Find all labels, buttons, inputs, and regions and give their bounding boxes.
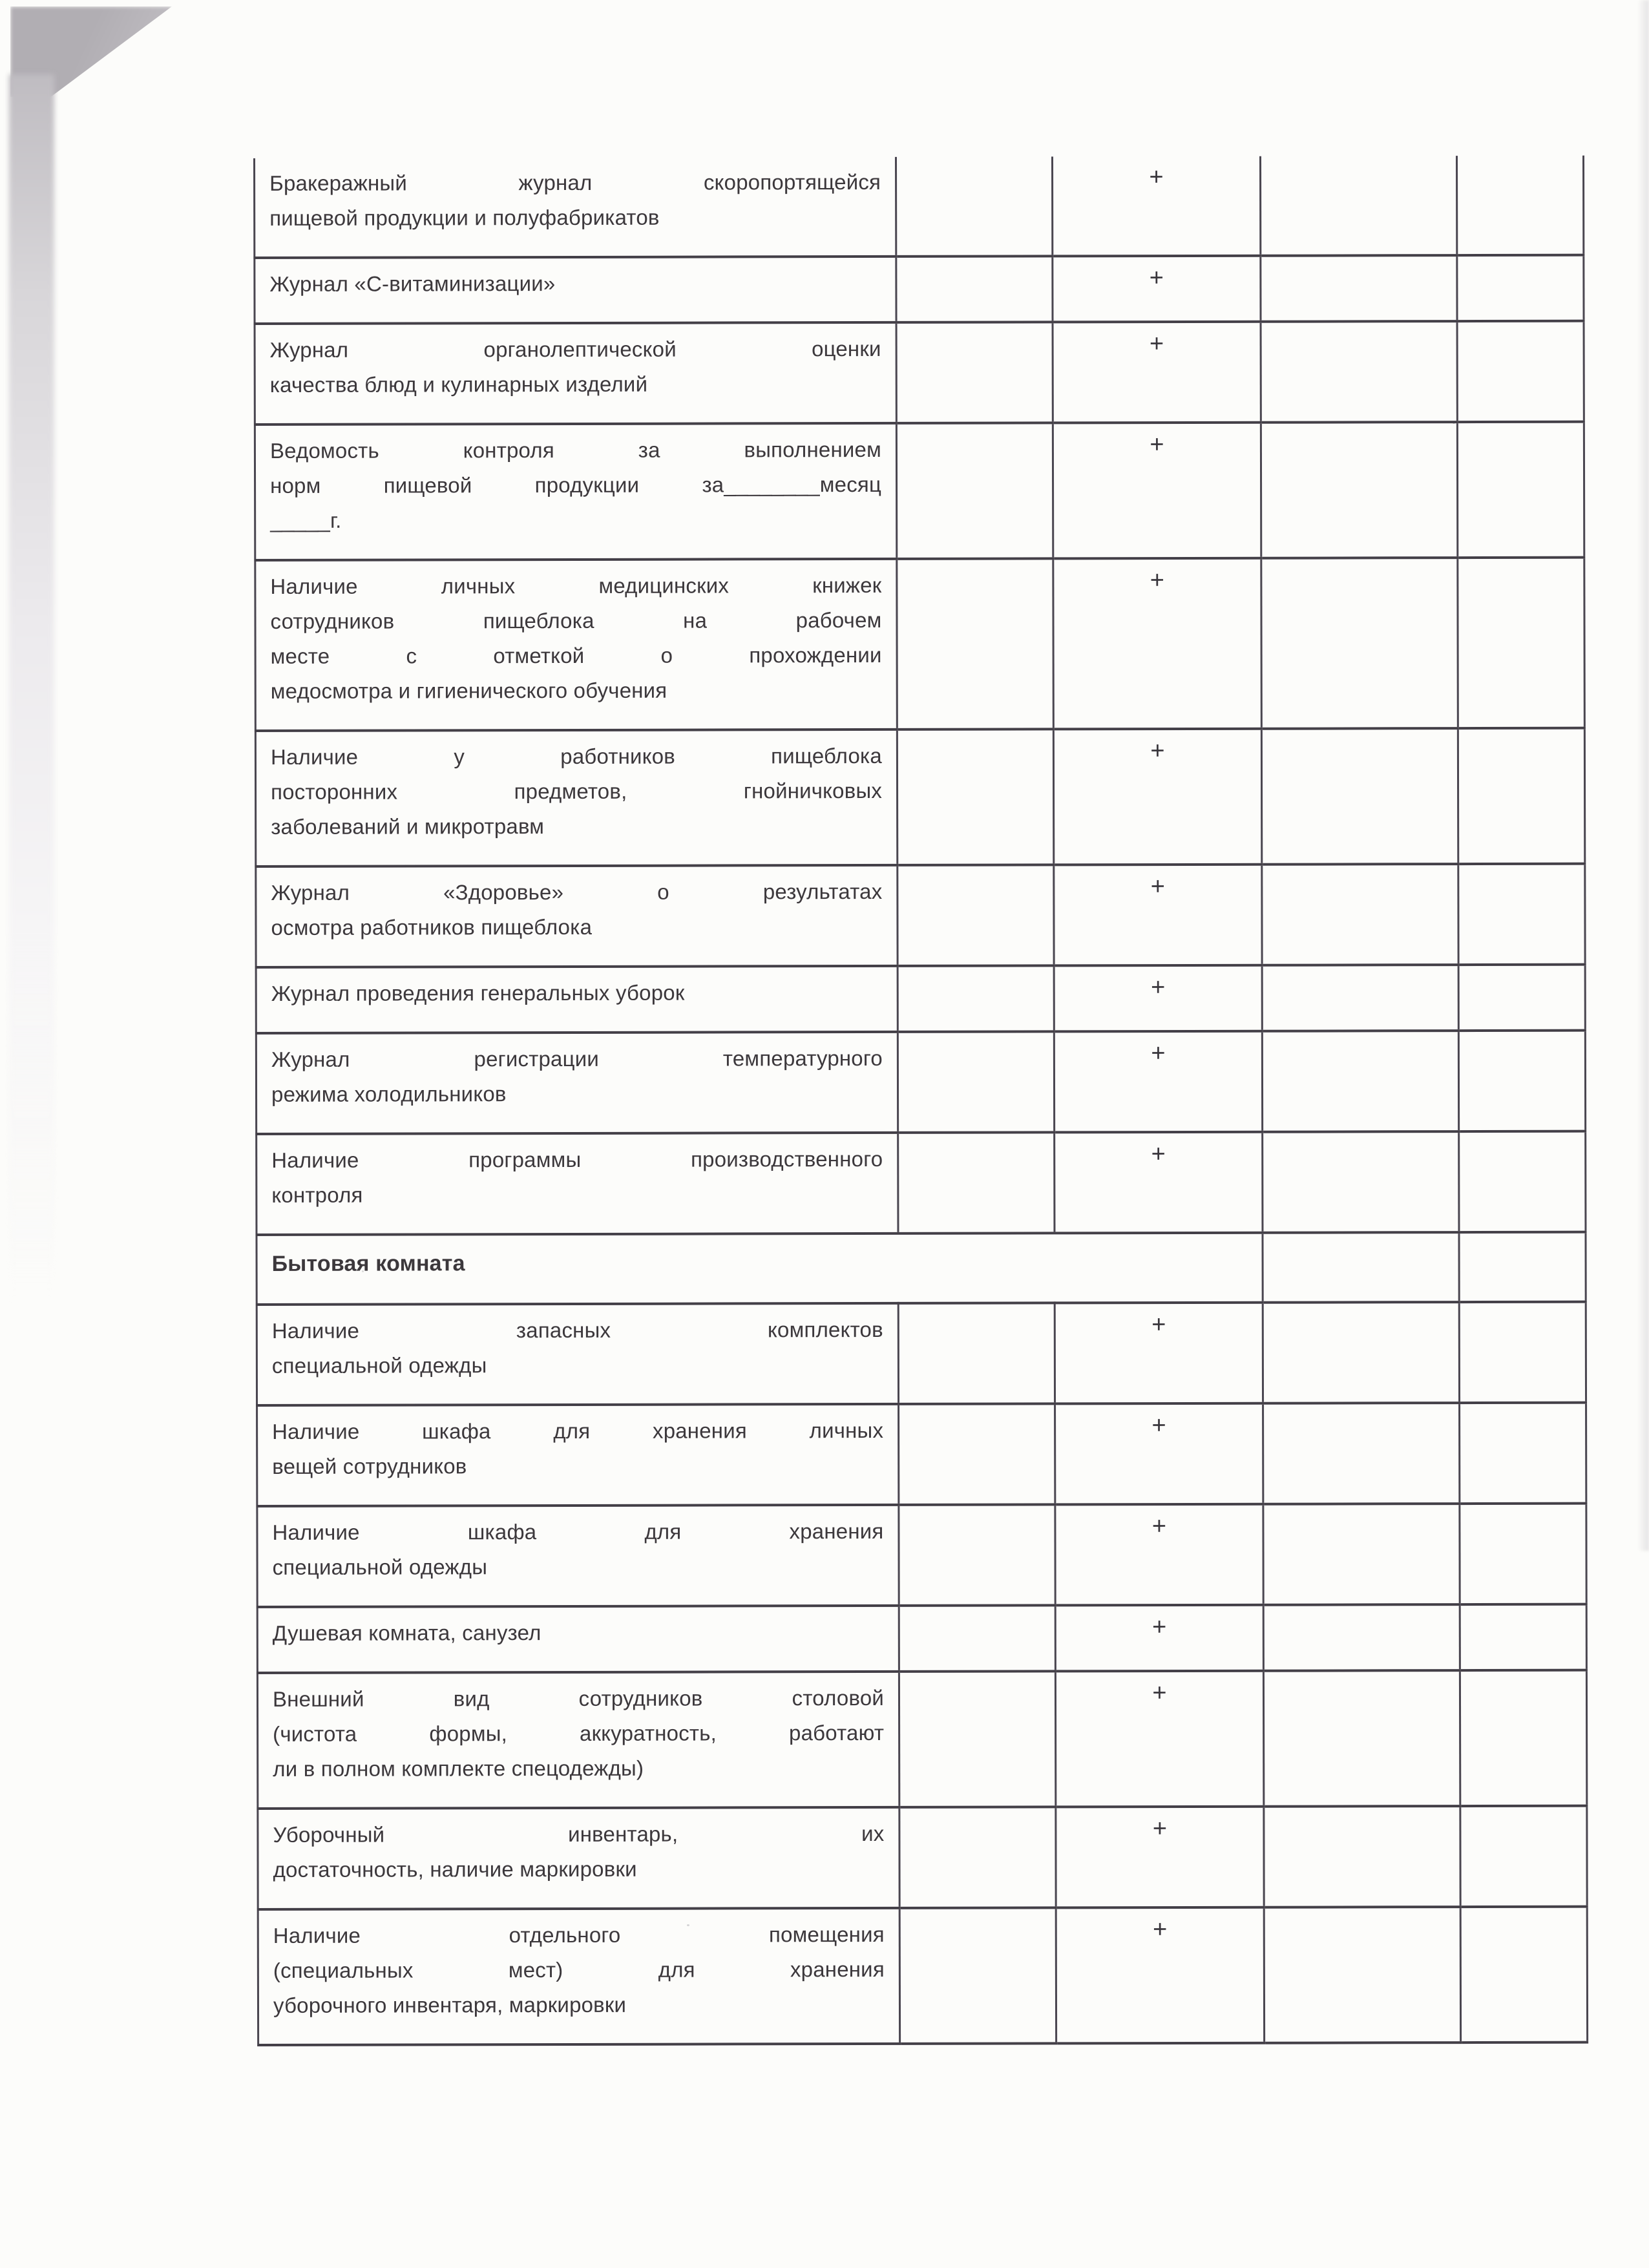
item-text-line: месте с отметкой о прохождении bbox=[270, 642, 882, 668]
item-text-line: пищевой продукции и полуфабрикатов bbox=[269, 205, 660, 230]
table-row bbox=[257, 1131, 1586, 1235]
scan-left-edge-shadow bbox=[9, 74, 54, 1302]
item-text-line: Душевая комната, санузел bbox=[272, 1621, 541, 1645]
empty-cell bbox=[897, 729, 1053, 865]
item-text-line: Бракеражный журнал скоропортящейся bbox=[269, 169, 881, 195]
item-text-line: Журнал регистрации температурного bbox=[271, 1045, 883, 1071]
item-text-line: Уборочный инвентарь, их bbox=[273, 1821, 885, 1847]
empty-cell bbox=[1459, 1302, 1586, 1403]
table-row bbox=[258, 1806, 1587, 1909]
check-mark-cell bbox=[1055, 1671, 1263, 1807]
empty-cell bbox=[1261, 558, 1458, 729]
empty-cell bbox=[1459, 1232, 1586, 1302]
table-row bbox=[257, 1504, 1586, 1607]
empty-cell bbox=[1458, 728, 1584, 864]
check-mark-cell bbox=[1055, 1303, 1263, 1404]
item-text-line: сотрудников пищеблока на рабочем bbox=[270, 607, 882, 633]
table-row bbox=[257, 1302, 1586, 1405]
item-text-line: заболеваний и микротравм bbox=[271, 814, 545, 839]
item-text-line: Журнал «Здоровье» о результатах bbox=[271, 879, 883, 905]
empty-cell bbox=[896, 156, 1052, 257]
empty-cell bbox=[1262, 864, 1458, 965]
table-row bbox=[255, 156, 1584, 258]
empty-cell bbox=[896, 423, 1053, 559]
empty-cell bbox=[899, 1907, 1056, 2044]
empty-cell bbox=[896, 256, 1053, 322]
empty-cell bbox=[1459, 1131, 1586, 1232]
item-text-line: специальной одежды bbox=[271, 1353, 487, 1378]
item-text-cell bbox=[257, 1606, 899, 1673]
empty-cell bbox=[1457, 321, 1584, 422]
check-mark-cell bbox=[1055, 1403, 1263, 1505]
item-text-cell bbox=[257, 1133, 898, 1235]
plus-mark: + bbox=[1149, 163, 1164, 191]
check-mark-cell bbox=[1053, 423, 1261, 559]
empty-cell bbox=[1264, 1907, 1460, 2043]
item-text-line: медосмотра и гигиенического обучения bbox=[270, 678, 667, 703]
table-row bbox=[255, 422, 1584, 560]
item-text-line: посторонних предметов, гнойничковых bbox=[271, 778, 883, 804]
empty-cell bbox=[1458, 558, 1585, 728]
empty-cell bbox=[899, 1671, 1055, 1807]
item-text-cell bbox=[258, 1807, 899, 1909]
empty-cell bbox=[1261, 255, 1457, 322]
empty-cell bbox=[1261, 321, 1457, 423]
item-text-line: Ведомость контроля за выполнением bbox=[269, 437, 881, 463]
plus-mark: + bbox=[1150, 737, 1165, 765]
check-mark-cell bbox=[1052, 156, 1260, 257]
section-header-row bbox=[257, 1232, 1586, 1305]
item-text-cell bbox=[256, 1032, 898, 1134]
check-mark-cell bbox=[1056, 1807, 1264, 1908]
item-text-cell bbox=[255, 730, 897, 866]
empty-cell bbox=[899, 1807, 1056, 1908]
empty-cell bbox=[1460, 1403, 1586, 1504]
table-row bbox=[257, 1670, 1586, 1809]
table-row bbox=[255, 321, 1584, 425]
empty-cell bbox=[896, 322, 1053, 423]
plus-mark: + bbox=[1153, 1916, 1168, 1944]
item-text-line: Наличие запасных комплектов bbox=[271, 1317, 883, 1343]
empty-cell bbox=[1263, 1670, 1460, 1807]
empty-cell bbox=[1263, 1232, 1459, 1303]
plus-mark: + bbox=[1151, 1412, 1166, 1440]
check-mark-cell bbox=[1053, 256, 1261, 322]
item-text-cell bbox=[257, 1505, 899, 1607]
empty-cell bbox=[1263, 1302, 1459, 1403]
check-mark-cell bbox=[1056, 1907, 1264, 2044]
empty-cell bbox=[898, 865, 1054, 966]
item-text-line: (чистота формы, аккуратность, работают bbox=[273, 1720, 885, 1746]
empty-cell bbox=[1261, 728, 1458, 865]
table-body bbox=[255, 156, 1588, 2045]
plus-mark: + bbox=[1152, 1613, 1167, 1641]
plus-mark: + bbox=[1151, 974, 1166, 1002]
empty-cell bbox=[1262, 1031, 1458, 1132]
plus-mark: + bbox=[1151, 1140, 1166, 1168]
item-text-line: специальной одежды bbox=[272, 1555, 488, 1579]
empty-cell bbox=[1460, 1604, 1586, 1670]
item-text-line: Бытовая комната bbox=[271, 1251, 465, 1276]
plus-mark: + bbox=[1152, 1815, 1168, 1843]
table-row bbox=[255, 558, 1585, 731]
item-text-line: Внешний вид сотрудников столовой bbox=[272, 1685, 885, 1711]
empty-cell bbox=[897, 558, 1054, 730]
empty-cell bbox=[1460, 1806, 1587, 1907]
empty-cell bbox=[898, 1031, 1054, 1133]
plus-mark: + bbox=[1150, 873, 1166, 901]
empty-cell bbox=[1263, 1131, 1459, 1233]
empty-cell bbox=[899, 1504, 1055, 1606]
section-title-cell bbox=[257, 1233, 1263, 1305]
item-text-line: уборочного инвентаря, маркировки bbox=[273, 1992, 627, 2017]
empty-cell bbox=[1261, 422, 1457, 558]
empty-cell bbox=[1260, 156, 1456, 256]
plus-mark: + bbox=[1152, 1679, 1167, 1707]
item-text-cell bbox=[255, 559, 898, 731]
item-text-line: Наличие шкафа для хранения bbox=[272, 1518, 884, 1544]
table-row bbox=[256, 1031, 1585, 1134]
empty-cell bbox=[1262, 965, 1458, 1031]
item-text-line: норм пищевой продукции за________месяц bbox=[270, 472, 882, 498]
item-text-line: ли в полном комплекте спецодежды) bbox=[273, 1756, 644, 1781]
item-text-cell bbox=[255, 322, 896, 425]
empty-cell bbox=[1460, 1907, 1587, 2042]
item-text-line: _____г. bbox=[270, 508, 342, 532]
item-text-cell bbox=[255, 423, 896, 560]
empty-cell bbox=[1457, 255, 1584, 321]
check-mark-cell bbox=[1054, 865, 1262, 966]
item-text-line: качества блюд и кулинарных изделий bbox=[269, 372, 648, 397]
item-text-cell bbox=[257, 1672, 899, 1809]
check-mark-cell bbox=[1053, 558, 1262, 730]
plus-mark: + bbox=[1151, 1513, 1167, 1540]
empty-cell bbox=[1263, 1403, 1460, 1504]
empty-cell bbox=[899, 1605, 1055, 1672]
table-row bbox=[257, 1604, 1586, 1673]
empty-cell bbox=[898, 1303, 1055, 1404]
item-text-cell bbox=[258, 1908, 899, 2045]
table-row bbox=[258, 1907, 1587, 2045]
check-mark-cell bbox=[1055, 1132, 1263, 1234]
empty-cell bbox=[1457, 422, 1584, 558]
check-mark-cell bbox=[1055, 1605, 1263, 1672]
item-text-cell bbox=[257, 1303, 898, 1405]
table-row bbox=[255, 728, 1584, 866]
empty-cell bbox=[1458, 864, 1585, 965]
table-row bbox=[255, 255, 1584, 324]
empty-cell bbox=[1263, 1604, 1460, 1671]
item-text-line: Журнал проведения генеральных уборок bbox=[271, 980, 685, 1005]
item-text-cell bbox=[255, 257, 896, 324]
item-text-line: режима холодильников bbox=[271, 1082, 507, 1106]
item-text-line: (специальных мест) для хранения bbox=[273, 1957, 885, 1982]
item-text-line: Наличие личных медицинских книжек bbox=[270, 572, 882, 598]
empty-cell bbox=[1458, 965, 1585, 1031]
plus-mark: + bbox=[1150, 431, 1164, 459]
empty-cell bbox=[1458, 1031, 1585, 1131]
plus-mark: + bbox=[1151, 1040, 1166, 1067]
item-text-line: осмотра работников пищеблока bbox=[271, 914, 593, 940]
item-text-line: Журнал органолептической оценки bbox=[269, 336, 881, 362]
check-mark-cell bbox=[1054, 965, 1262, 1032]
empty-cell bbox=[1263, 1504, 1460, 1605]
empty-cell bbox=[1264, 1806, 1460, 1907]
item-text-cell bbox=[255, 157, 896, 258]
table-row bbox=[256, 864, 1585, 967]
check-mark-cell bbox=[1055, 1504, 1263, 1606]
item-text-cell bbox=[256, 865, 898, 967]
item-text-line: Журнал «С-витаминизации» bbox=[269, 271, 556, 296]
empty-cell bbox=[1456, 156, 1583, 255]
table-row bbox=[256, 965, 1585, 1033]
item-text-line: достаточность, наличие маркировки bbox=[273, 1856, 637, 1882]
plus-mark: + bbox=[1149, 330, 1164, 358]
item-text-line: Наличие шкафа для хранения личных bbox=[272, 1418, 884, 1444]
empty-cell bbox=[898, 965, 1054, 1032]
item-text-line: Наличие у работников пищеблока bbox=[270, 743, 882, 769]
item-text-line: Наличие отдельного помещения bbox=[273, 1922, 885, 1948]
check-mark-cell bbox=[1053, 322, 1261, 423]
empty-cell bbox=[898, 1132, 1055, 1234]
empty-cell bbox=[899, 1403, 1055, 1505]
item-text-line: контроля bbox=[271, 1182, 363, 1207]
check-mark-cell bbox=[1053, 729, 1261, 865]
item-text-line: вещей сотрудников bbox=[272, 1454, 467, 1478]
empty-cell bbox=[1460, 1670, 1586, 1806]
empty-cell bbox=[1460, 1504, 1586, 1604]
plus-mark: + bbox=[1149, 264, 1164, 292]
plus-mark: + bbox=[1150, 567, 1165, 594]
item-text-cell bbox=[257, 1404, 899, 1506]
check-mark-cell bbox=[1054, 1031, 1262, 1133]
inspection-checklist-table bbox=[253, 156, 1588, 2046]
item-text-cell bbox=[256, 966, 898, 1033]
plus-mark: + bbox=[1151, 1311, 1166, 1339]
item-text-line: Наличие программы производственного bbox=[271, 1146, 883, 1172]
table-row bbox=[257, 1403, 1586, 1506]
scan-right-edge-shadow bbox=[1637, 0, 1649, 1551]
